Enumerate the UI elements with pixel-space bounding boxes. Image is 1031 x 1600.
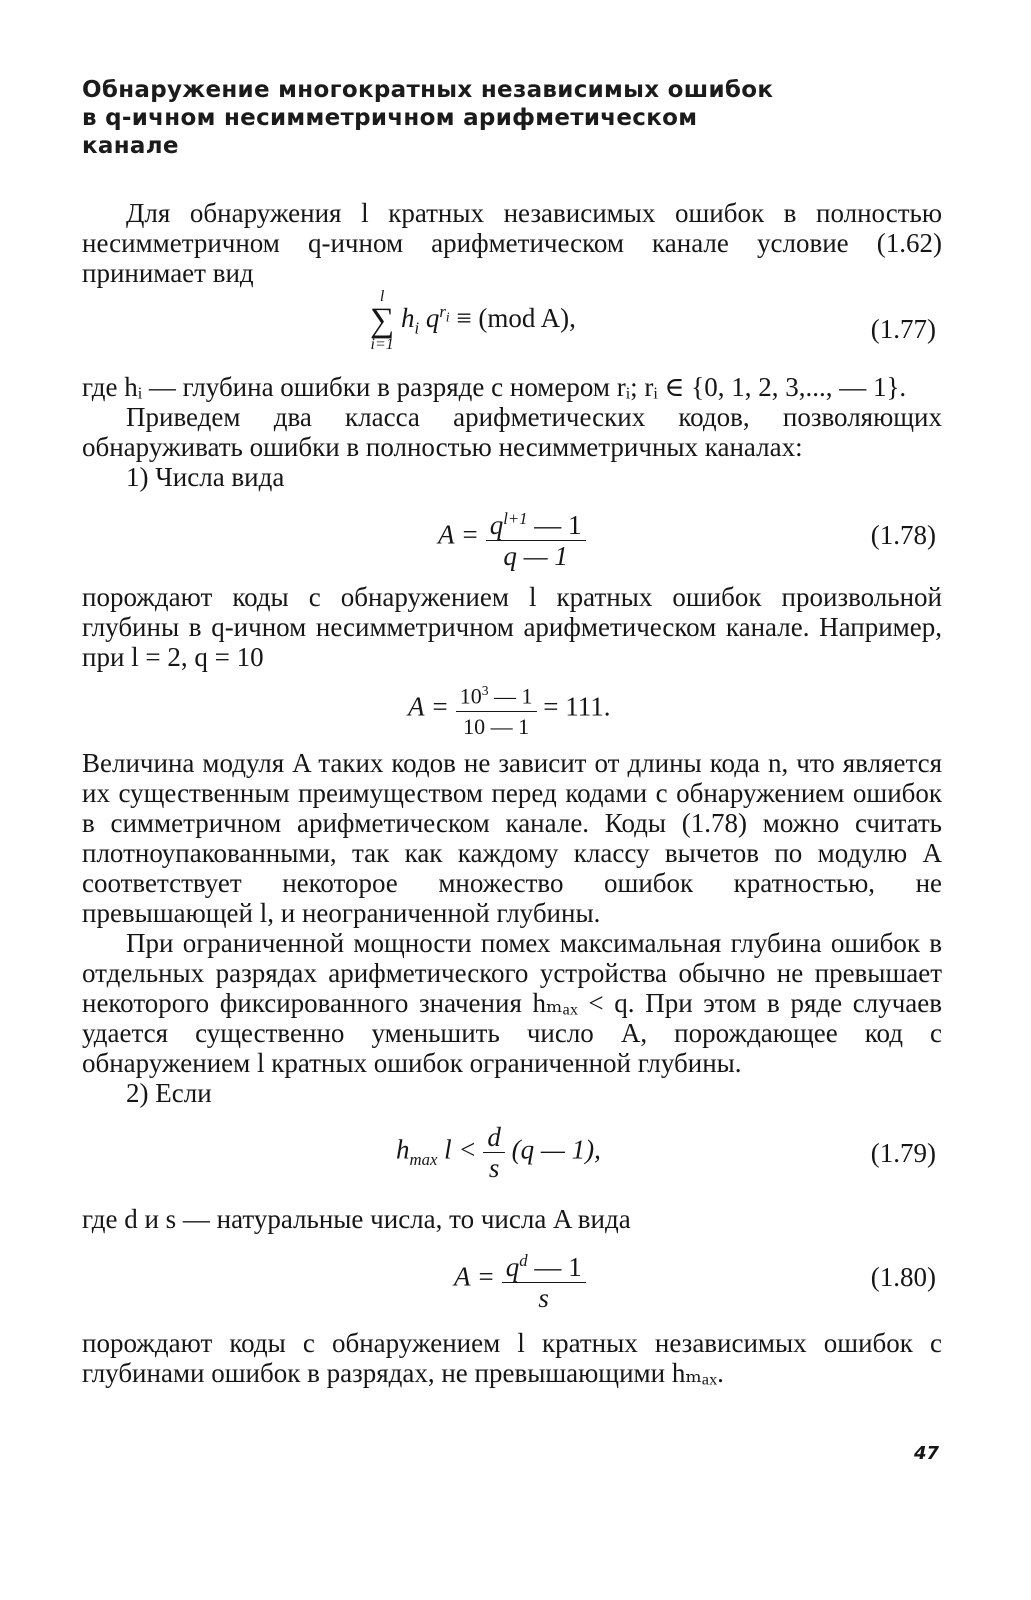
sum-upper-limit: l — [379, 288, 385, 305]
paragraph: Величина модуля A таких кодов не зависит от длины кода n, что является их существенным преимуществом перед кодами с обнаружением ошибок в симметричном арифметическом канале. Коды (1.78) можно считать плотноупакованными, так как каждому классу вычетов по модулю A соответствует некоторое множество ошибок кратностью, не превышающей l, и неограниченной глубины. — [82, 748, 942, 928]
formula-exp-sub: i — [445, 309, 450, 325]
formula-rhs: = 111. — [543, 691, 611, 722]
paragraph: где hᵢ — глубина ошибки в разряде с номером rᵢ; rᵢ ∈ {0, 1, 2, 3,..., — 1}. — [82, 372, 907, 402]
equation-1-77 — [82, 288, 942, 372]
page — [82, 76, 942, 1388]
fraction — [502, 1248, 586, 1311]
summation — [370, 288, 394, 354]
frac-den: 10 — 1 — [463, 714, 530, 740]
formula-var: h — [396, 1134, 410, 1165]
paragraph: где d и s — натуральные числа, то числа A вида — [82, 1204, 631, 1234]
heading-line: в q-ичном несимметричном арифметическом — [82, 105, 698, 131]
formula-exp: r — [439, 302, 446, 322]
formula — [454, 1248, 586, 1311]
formula-lhs: A = — [408, 691, 449, 722]
formula-var: h — [401, 303, 415, 334]
frac-num: d — [483, 1124, 505, 1153]
formula-rest: ≡ (mod A), — [456, 303, 576, 334]
formula-lhs: A = — [454, 1261, 495, 1292]
section-heading — [82, 76, 942, 160]
paragraph: порождают коды с обнаружением l кратных независимых ошибок с глубинами ошибок в разрядах, не превышающими hₘₐₓ. — [82, 1328, 942, 1388]
frac-num-rest: — 1 — [534, 510, 582, 540]
equation-1-80 — [82, 1234, 942, 1328]
equation-number: (1.77) — [870, 314, 936, 344]
formula — [396, 1124, 601, 1181]
formula-sub: i — [414, 318, 420, 338]
paragraph: При ограниченной мощности помех максимальная глубина ошибок в отдельных разрядах арифметического устройства обычно не превышает некоторого фиксированного значения hₘₐₓ < q. При этом в ряде случаев удается существенно уменьшить число A, порождающее код с обнаружением l кратных ошибок ограниченной глубины. — [82, 928, 942, 1078]
list-item: 1) Числа вида — [126, 462, 285, 492]
paragraph: порождают коды с обнаружением l кратных ошибок произвольной глубины в q-ичном несимметричном арифметическом канале. Например, при l = 2, q = 10 — [82, 582, 942, 672]
formula — [408, 678, 611, 740]
equation-number: (1.80) — [870, 1262, 936, 1292]
fraction — [456, 678, 537, 740]
paragraph: Приведем два класса арифметических кодов, позволяющих обнаруживать ошибки в полностью несимметричных каналах: — [82, 402, 942, 462]
heading-line: Обнаружение многократных независимых ошибок — [82, 77, 774, 103]
equation-1-79 — [82, 1108, 942, 1204]
frac-den: s — [488, 1153, 500, 1183]
list-item: 2) Если — [126, 1078, 212, 1108]
formula-var: q — [425, 303, 440, 334]
fraction — [486, 506, 586, 569]
frac-num-base: q — [505, 1252, 520, 1282]
frac-num-exp: 3 — [481, 683, 489, 698]
equation-number: (1.78) — [870, 520, 936, 550]
equation-1-78 — [82, 492, 942, 582]
frac-num-base: 10 — [459, 683, 482, 709]
formula — [370, 288, 576, 354]
equation-number: (1.79) — [870, 1138, 936, 1168]
frac-den: s — [538, 1283, 549, 1313]
frac-num-base: q — [489, 510, 504, 540]
frac-den: q — 1 — [503, 541, 568, 571]
frac-num-exp: l+1 — [503, 509, 528, 528]
frac-num-rest: — 1 — [534, 1252, 582, 1282]
formula-sub: max — [409, 1150, 438, 1170]
frac-num-exp: d — [519, 1251, 528, 1270]
paragraph: Для обнаружения l кратных независимых ошибок в полностью несимметричном q-ичном арифметическом канале условие (1.62) принимает вид — [82, 198, 942, 288]
heading-line: канале — [82, 133, 179, 159]
fraction — [483, 1124, 505, 1181]
formula-rest: l < — [444, 1134, 477, 1165]
sigma-symbol: ∑ — [370, 302, 395, 339]
page-number: 47 — [913, 1443, 939, 1464]
sum-lower-limit: i=1 — [370, 336, 394, 353]
frac-num-rest: — 1 — [494, 683, 533, 709]
equation-example — [82, 672, 942, 748]
formula — [438, 506, 586, 569]
formula-lhs: A = — [438, 519, 479, 550]
formula-rhs: (q — 1), — [511, 1134, 601, 1165]
